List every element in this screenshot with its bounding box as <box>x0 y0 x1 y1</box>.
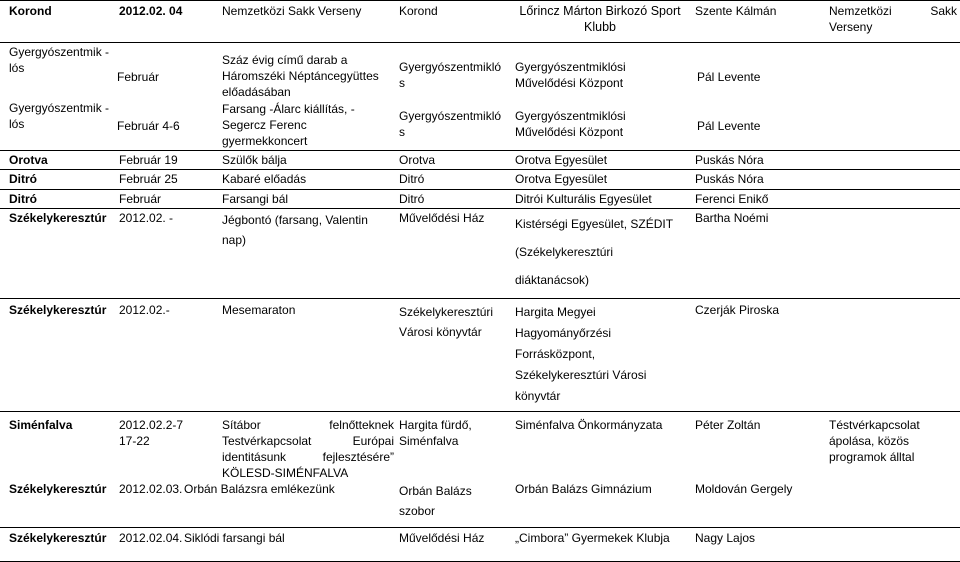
contact-cell: Nagy Lajos <box>695 531 756 545</box>
place-cell: Székelykeresztúr <box>9 531 107 545</box>
organizer-cell: Gyergyószentmiklósi Művelődési Központ <box>515 60 626 90</box>
date-cell: Február <box>117 70 160 84</box>
contact-cell: Pál Levente <box>697 70 761 84</box>
contact-cell: Czerják Piroska <box>695 303 780 317</box>
row-divider <box>0 208 960 209</box>
venue-cell: Korond <box>399 4 438 18</box>
organizer-cell: Lőrincz Márton Birkozó Sport Klubb <box>519 4 681 34</box>
venue-cell: Művelődési Ház <box>399 531 485 545</box>
date-cell: Február <box>119 192 162 206</box>
contact-cell: Ferenci Enikő <box>695 192 769 206</box>
contact-cell: Péter Zoltán <box>695 418 761 432</box>
event-cell: Siklódi farsangi bál <box>184 531 285 545</box>
row-divider <box>0 0 960 1</box>
row-divider <box>0 42 960 43</box>
organizer-cell: Orotva Egyesület <box>515 153 608 167</box>
row-divider <box>0 298 960 299</box>
venue-cell: Gyergyószentmikló s <box>399 109 502 139</box>
contact-cell: Szente Kálmán <box>695 4 777 18</box>
date-cell: Február 19 <box>119 153 178 167</box>
place-cell: Székelykeresztúr <box>9 482 107 496</box>
contact-cell: Bartha Noémi <box>695 211 769 225</box>
organizer-cell: Ditrói Kulturális Egyesület <box>515 192 652 206</box>
contact-cell: Moldován Gergely <box>695 482 793 496</box>
event-cell: Orbán Balázsra emlékezünk <box>184 482 335 496</box>
date-cell: 2012.02.2-7 17-22 <box>119 418 184 448</box>
row-divider <box>0 527 960 528</box>
place-cell: Siménfalva <box>9 418 73 432</box>
event-cell: Sítábor felnőtteknek Testvérkapcsolat Európai identitásunk fejlesztésére” KÖLESD-SIMÉNFALVA <box>222 418 394 480</box>
organizer-cell: Siménfalva Önkormányzata <box>515 418 663 432</box>
venue-cell: Gyergyószentmikló s <box>399 60 502 90</box>
place-cell: Székelykeresztúr <box>9 303 107 317</box>
contact-cell: Pál Levente <box>697 119 761 133</box>
venue-cell: Orbán Balázs szobor <box>399 484 472 518</box>
date-cell: Február 25 <box>119 172 178 186</box>
row-divider <box>0 189 960 190</box>
note-cell: Nemzetközi Sakk Verseny <box>829 4 957 34</box>
place-cell: Ditró <box>9 172 37 186</box>
date-cell: 2012.02.04. <box>119 531 183 545</box>
date-cell: Február 4-6 <box>117 119 180 133</box>
event-cell: Farsangi bál <box>222 192 289 206</box>
date-cell: 2012.02. - <box>119 211 174 225</box>
place-cell: Orotva <box>9 153 48 167</box>
organizer-cell: „Cimbora” Gyermekek Klubja <box>515 531 670 545</box>
organizer-cell: Kistérségi Egyesület, SZÉDIT (Székelykeresztúri diáktanácsok) <box>515 217 673 287</box>
date-cell: 2012.02.- <box>119 303 170 317</box>
event-cell: Farsang -Álarc kiállítás, - Segercz Ferenc gyermekkoncert <box>222 102 355 148</box>
place-cell: Gyergyószentmik -lós <box>9 101 110 131</box>
event-cell: Kabaré előadás <box>222 172 307 186</box>
organizer-cell: Orbán Balázs Gimnázium <box>515 482 652 496</box>
event-cell: Szülők bálja <box>222 153 287 167</box>
organizer-cell: Gyergyószentmiklósi Művelődési Központ <box>515 109 626 139</box>
row-divider <box>0 411 960 412</box>
date-cell: 2012.02.03. <box>119 482 183 496</box>
organizer-cell: Hargita Megyei Hagyományőrzési Forrásközpont, Székelykeresztúri Városi könyvtár <box>515 305 647 403</box>
venue-cell: Ditró <box>399 192 425 206</box>
contact-cell: Puskás Nóra <box>695 172 764 186</box>
event-cell: Jégbontó (farsang, Valentin nap) <box>222 213 368 247</box>
event-cell: Száz évig című darab a Háromszéki Néptáncegyüttes előadásában <box>222 53 379 99</box>
venue-cell: Hargita fürdő, Siménfalva <box>399 418 472 448</box>
row-divider <box>0 150 960 151</box>
venue-cell: Művelődési Ház <box>399 211 485 225</box>
event-cell: Mesemaraton <box>222 303 296 317</box>
place-cell: Székelykeresztúr <box>9 211 107 225</box>
date-cell: 2012.02. 04 <box>119 4 183 18</box>
event-cell: Nemzetközi Sakk Verseny <box>222 4 362 18</box>
row-divider <box>0 169 960 170</box>
note-cell: Téstvérkapcsolat ápolása, közös programok álltal <box>829 418 920 464</box>
contact-cell: Puskás Nóra <box>695 153 764 167</box>
place-cell: Korond <box>9 4 52 18</box>
place-cell: Gyergyószentmik -lós <box>9 45 110 75</box>
venue-cell: Orotva <box>399 153 436 167</box>
venue-cell: Ditró <box>399 172 425 186</box>
venue-cell: Székelykeresztúri Városi könyvtár <box>399 305 494 339</box>
place-cell: Ditró <box>9 192 37 206</box>
organizer-cell: Orotva Egyesület <box>515 172 608 186</box>
